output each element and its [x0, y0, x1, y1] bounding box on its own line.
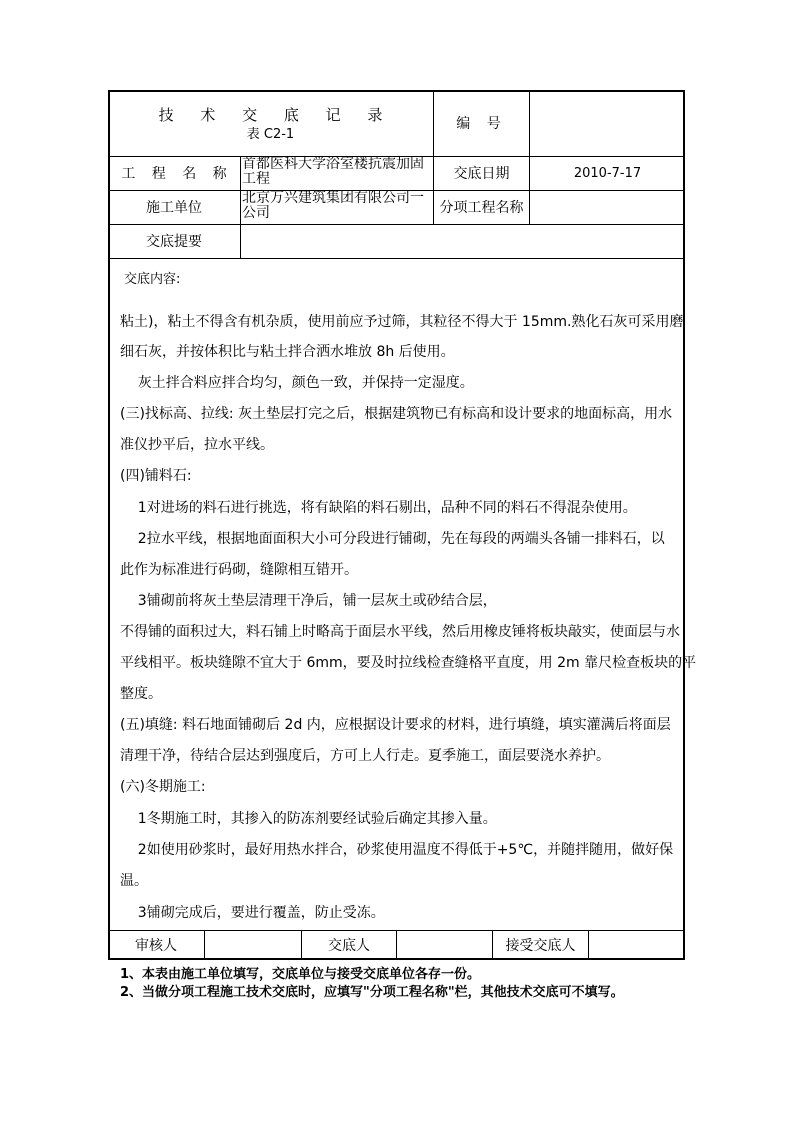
content-line: (五)填缝: 料石地面铺砌后 2d 内，应根据设计要求的材料，进行填缝，填实灌满后将面层: [120, 717, 671, 733]
construction-unit-field[interactable]: [242, 191, 432, 224]
content-line: 准仪抄平后，拉水平线。: [120, 437, 274, 453]
receiver-label: 接受交底人: [505, 937, 576, 954]
discloser-label: 交底人: [328, 937, 370, 954]
subproject-field[interactable]: [530, 191, 685, 224]
content-line: 此作为标准进行码砌，缝隙相互错开。: [120, 562, 358, 578]
content-line: 1对进场的料石进行挑选，将有缺陷的料石剔出，品种不同的料石不得混杂使用。: [120, 500, 637, 516]
project-name-label: 工 程 名 称: [121, 165, 233, 182]
content-line: 灰土拌合料应拌合均匀，颜色一致，并保持一定湿度。: [120, 375, 474, 391]
reviewer-field[interactable]: [205, 931, 301, 960]
construction-unit-line-1: 北京万兴建筑集团有限公司一: [242, 190, 424, 206]
summary-field[interactable]: [241, 225, 685, 258]
content-line: 2如使用砂浆时，最好用热水拌合，砂浆使用温度不得低于+5℃，并随拌随用，做好保: [120, 842, 674, 858]
construction-unit-label: 施工单位: [146, 199, 202, 216]
content-line: 温。: [120, 873, 148, 889]
form-code: 表 C2-1: [246, 127, 295, 142]
content-line: 不得铺的面积过大，料石铺上时略高于面层水平线，然后用橡皮锤将板块敲实，使面层与水: [120, 624, 680, 640]
footer-note-1: 1、本表由施工单位填写，交底单位与接受交底单位各存一份。: [120, 967, 481, 982]
number-field[interactable]: [530, 91, 685, 156]
discloser-field[interactable]: [397, 931, 492, 960]
summary-label: 交底提要: [146, 233, 202, 250]
content-line: 1冬期施工时，其掺入的防冻剂要经试验后确定其掺入量。: [120, 811, 497, 827]
content-line: 3铺砌前将灰土垫层清理干净后，铺一层灰土或砂结合层，: [120, 593, 497, 609]
form-title: 技 术 交 底 记 录: [158, 106, 394, 124]
project-name-field[interactable]: [242, 157, 432, 190]
content-line: 3铺砌完成后，要进行覆盖，防止受冻。: [120, 905, 385, 921]
content-line: 平线相平。板块缝隙不宜大于 6mm，要及时拉线检查缝格平直度，用 2m 靠尺检查板块的平: [120, 655, 697, 671]
project-name-line-1: 首都医科大学浴室楼抗震加固: [242, 156, 424, 172]
number-label: 编 号: [456, 115, 507, 132]
subproject-label: 分项工程名称: [439, 199, 524, 216]
project-name-line-2: 工程: [242, 171, 270, 187]
rule-summary: [108, 258, 685, 259]
content-line: 粘土)，粘土不得含有机杂质，使用前应予过筛，其粒径不得大于 15mm.熟化石灰可采用磨: [120, 314, 684, 330]
date-label: 交底日期: [453, 165, 510, 182]
content-line: (四)铺料石:: [120, 468, 192, 484]
content-line: 清理干净，待结合层达到强度后，方可上人行走。夏季施工，面层要浇水养护。: [120, 748, 610, 764]
footer-note-2: 2、当做分项工程施工技术交底时，应填写"分项工程名称"栏，其他技术交底可不填写。: [120, 985, 624, 1000]
content-line: (三)找标高、拉线: 灰土垫层打完之后，根据建筑物已有标高和设计要求的地面标高，用水: [120, 406, 673, 422]
content-line: 细石灰，并按体积比与粘土拌合洒水堆放 8h 后使用。: [120, 344, 455, 360]
content-line: (六)冬期施工:: [120, 779, 206, 795]
reviewer-label: 审核人: [135, 937, 177, 954]
content-heading: 交底内容:: [124, 272, 181, 287]
content-line: 整度。: [120, 686, 162, 702]
content-line: 2拉水平线，根据地面面积大小可分段进行铺砌，先在每段的两端头各铺一排料石，以: [120, 531, 665, 547]
construction-unit-line-2: 公司: [242, 205, 270, 221]
date-field[interactable]: 2010-7-17: [573, 165, 642, 181]
receiver-field[interactable]: [589, 931, 685, 960]
